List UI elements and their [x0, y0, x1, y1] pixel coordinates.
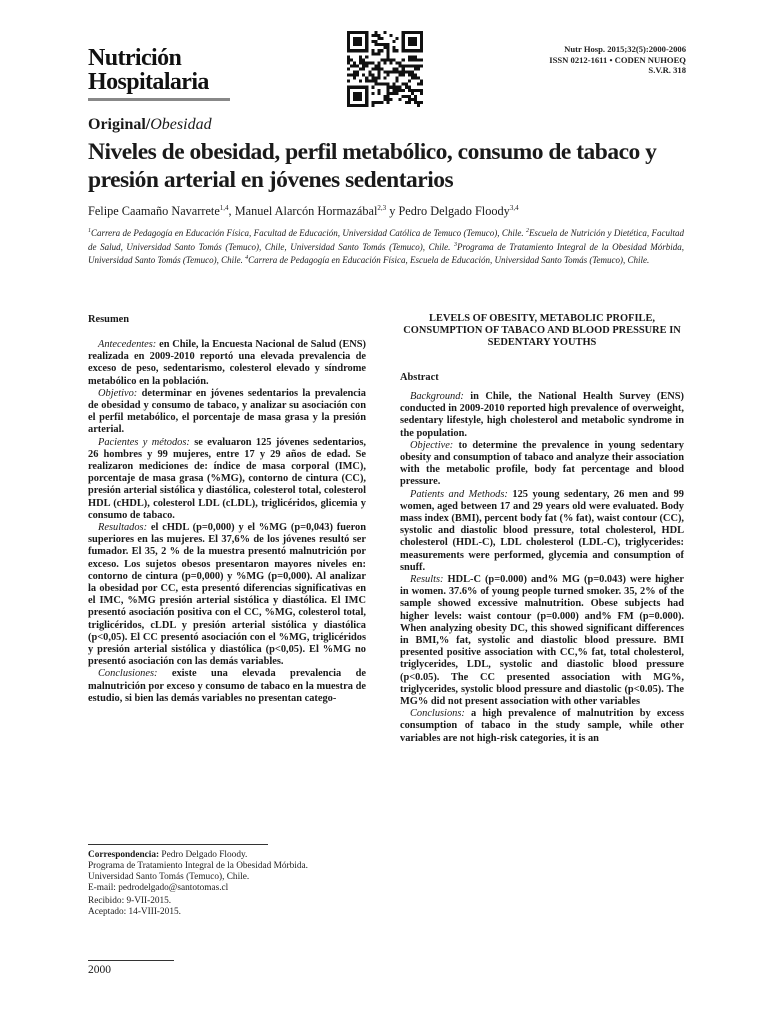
paragraph-label: Antecedentes: [98, 339, 157, 350]
abstract-paragraph [400, 440, 684, 489]
article-section [88, 116, 212, 134]
abstract-paragraph [400, 708, 684, 745]
correspondence-line: Programa de Tratamiento Integral de la Obesidad Mórbida. [88, 861, 308, 871]
resumen-heading: Resumen [88, 314, 129, 325]
affil-2-num: 2 [525, 228, 529, 234]
received-date: Recibido: 9-VII-2015. [88, 896, 172, 906]
paragraph-text: en Chile, la Encuesta Nacional de Salud (ENS) realizada en 2009-2010 reportó una elevada prevalencia de exceso de peso, sedentarismo, colesterol elevado y síndrome metabólico en la población. [88, 339, 366, 387]
paragraph-text: el cHDL (p=0,000) y el %MG (p=0,043) fueron superiores en las mujeres. El 37,6% de los jóvenes resultó ser fumador. El 35, 2 % de la muestra presentó malnutrición por exceso. Los sujetos obesos presentaron mayores niveles en: contorno de cintura (p=0,000) y %MG (p=0,000). Al analizar la obesidad por CC, esta presentó diferencias significativas en el IMC, %MG presión arterial sistólica y diastólica. El IMC presentó asociación positiva con el CC, %MG, colesterol total, triglicéridos, cLDL y presión arterial sistólica y diastólica (p<0,05). El CC presentó asociación con el %MG, triglicéridos y presión arterial sistólica y diastólica (p<0,05). El %MG no presentó asociación con las demás variables. [88, 522, 366, 668]
authors [88, 204, 519, 219]
logo-line-2: Hospitalaria [88, 69, 209, 95]
svr: S.V.R. 318 [648, 65, 686, 75]
affil-1-num: 1 [88, 228, 91, 234]
section-sep: / [145, 116, 151, 133]
correspondence-name: Pedro Delgado Floody. [159, 850, 248, 860]
paragraph-label: Results: [410, 574, 444, 586]
affil-4-num: 4 [245, 255, 249, 262]
correspondence [88, 850, 388, 894]
author-1: Felipe Caamaño Navarrete [88, 204, 220, 219]
resumen-paragraph [88, 437, 366, 522]
paragraph-label: Background: [410, 391, 464, 402]
affiliations [88, 226, 684, 267]
affil-1: Carrera de Pedagogía en Educación Física, Facultad de Educación, Universidad Católica de Temuco (Temuco), Chile. [91, 228, 526, 238]
page-number: 2000 [88, 964, 111, 976]
author-2: , Manuel Alarcón Hormazábal [228, 204, 378, 219]
logo-line-1: Nutrición [88, 45, 182, 71]
resumen-paragraph [88, 522, 366, 668]
journal-logo [88, 46, 230, 108]
author-1-affil: 1,4 [219, 204, 229, 212]
paragraph-label: Patients and Methods: [410, 488, 508, 500]
abstract-paragraph [400, 574, 684, 708]
issn: ISSN 0212-1611 • CODEN NUHOEQ [549, 54, 686, 65]
paragraph-label: Objetivo: [98, 387, 138, 399]
journal-citation-block [549, 44, 686, 76]
footnote-divider [88, 844, 268, 845]
paragraph-text: 125 young sedentary, 26 men and 99 women, aged between 17 and 29 years old were evaluated. Body mass index (BMI), percent body fat (% fat), waist contour (CC), systolic and diastolic blood pressure, total cholesterol, HDL cholesterol (HDL-C), LDL cholesterol (LDL-C), triglycerides: measurements were performed, glycemia and consumption of snuff. [400, 488, 684, 573]
correspondence-line: Universidad Santo Tomás (Temuco), Chile. [88, 872, 250, 882]
resumen-paragraph [88, 668, 366, 705]
resumen-body [88, 339, 366, 705]
paragraph-label: Objective: [410, 439, 454, 451]
paragraph-label: Pacientes y métodos: [98, 436, 190, 448]
accepted-date: Aceptado: 14-VIII-2015. [88, 907, 181, 917]
article-dates [88, 896, 181, 918]
abstract-body [400, 391, 684, 745]
section-label: Original [88, 116, 146, 133]
paragraph-text: HDL-C (p=0.000) and% MG (p=0.043) were higher in women. 37.6% of young people turned smoker. 35, 2% of the sample showed excessive malnutrition. Obese subjects had higher levels: waist contour (p=0.000) and% FM (p=0.000). When analyzing obesity DC, this showed significant differences in BMI,% fat, systolic and diastolic blood pressure. BMI presented positive association with CC,% fat, total cholesterol, triglycerides, LDL, systolic and diastolic blood pressure (p<0.05). The CC presented association with MG%, triglycerides, systolic blood pressure and diastolic (p<0.05). The MG% did not present association with other variables [400, 574, 684, 708]
paragraph-text: existe una elevada prevalencia de malnutrición por exceso y consumo de tabaco en la muestra de estudio, si bien las demás variables no presentan catego- [88, 668, 366, 704]
logo-underline [88, 98, 230, 101]
paragraph-text: determinar en jóvenes sedentarios la prevalencia de obesidad y consumo de tabaco, y analizar su asociación con el perfil metabólico, el porcentaje de masa grasa y la presión arterial. [88, 387, 366, 436]
english-title: LEVELS OF OBESITY, METABOLIC PROFILE, CONSUMPTION OF TABACO AND BLOOD PRESSURE IN SEDENTARY YOUTHS [403, 313, 681, 349]
correspondence-email: E-mail: pedrodelgado@santotomas.cl [88, 883, 229, 893]
resumen-paragraph [88, 339, 366, 388]
qr-code-icon [347, 31, 423, 107]
paragraph-label: Resultados: [98, 522, 148, 534]
abstract-paragraph [400, 391, 684, 440]
paragraph-label: Conclusiones: [98, 668, 158, 680]
article-title: Niveles de obesidad, perfil metabólico, consumo de tabaco y presión arterial en jóvenes sedentarios [88, 139, 657, 193]
paragraph-text: to determine the prevalence in young sedentary obesity and consumption of tabaco and analyze their association with the metabolic profile, body fat percentage and blood pressure. [400, 439, 684, 488]
paragraph-text: in Chile, the National Health Survey (ENS) conducted in 2009-2010 reported high prevalence of overweight, sedentary lifestyle, high cholesterol and metabolic syndrome in the population. [400, 391, 684, 439]
page-number-divider [88, 960, 174, 961]
abstract-paragraph [400, 489, 684, 574]
paragraph-label: Conclusions: [410, 708, 465, 720]
citation: Nutr Hosp. 2015;32(5):2000-2006 [564, 44, 686, 54]
correspondence-label: Correspondencia: [88, 850, 160, 860]
section-subject: Obesidad [150, 116, 212, 133]
affil-4: Carrera de Pedagogía en Educación Física, Escuela de Educación, Universidad Santo Tomás (Temuco), Chile. [248, 255, 650, 266]
paragraph-text: a high prevalence of malnutrition by excess consumption of tabaco in the study sample, while other variables are not high-risk categories, it is an [400, 708, 684, 744]
author-3: y Pedro Delgado Floody [386, 204, 510, 219]
abstract-heading: Abstract [400, 372, 439, 383]
affil-3: Programa de Tratamiento Integral de la Obesidad Mórbida, Universidad Santo Tomás (Temuco), Chile. [88, 241, 684, 266]
author-3-affil: 3,4 [509, 204, 519, 212]
resumen-paragraph [88, 388, 366, 437]
affil-2: Escuela de Nutrición y Dietética, Facultad de Salud, Universidad Santo Tomás (Temuco), Chile, Universidad Santo Tomás (Temuco), Chile. [88, 228, 684, 252]
author-2-affil: 2,3 [377, 204, 387, 212]
paragraph-text: se evaluaron 125 jóvenes sedentarios, 26 hombres y 99 mujeres, entre 17 y 29 años de edad. Se realizaron mediciones de: índice de masa corporal (IMC), porcentaje de masa grasa (%MG), contorno de cintura (CC), presión arterial sistólica y diastólica, colesterol total, colesterol HDL (cHDL), colesterol LDL (cLDL), triglicéridos, glicemia y consumo de tabaco. [88, 436, 366, 521]
affil-3-num: 3 [453, 241, 457, 248]
